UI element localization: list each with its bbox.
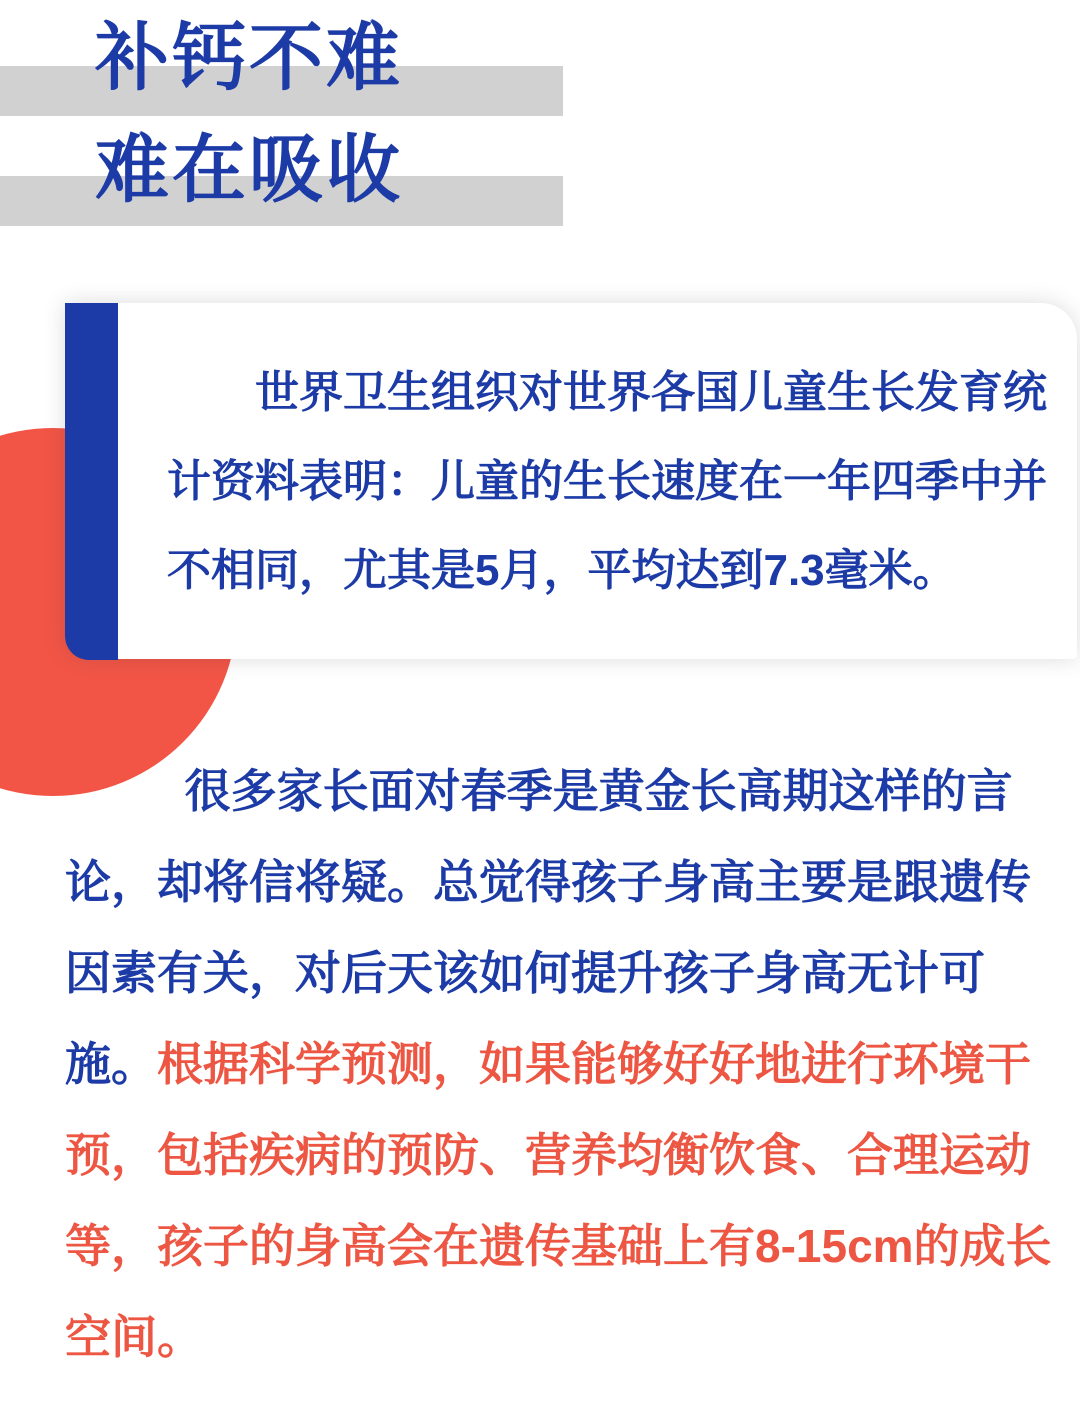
body-paragraph-line — [65, 1110, 1031, 1201]
body-paragraph-line — [65, 1201, 1052, 1292]
text-run: 论，却将信将疑。总觉得孩子身高主要是跟遗传 — [65, 856, 1031, 908]
body-paragraph-line — [65, 928, 1025, 1019]
text-run: 不相同，尤其是5月，平均达到7.3毫米。 — [167, 546, 957, 595]
text-run: 世界卫生组织对世界各国儿童生长发育统 — [255, 368, 1047, 417]
quote-card-text — [167, 348, 1047, 615]
quote-card-accent-bar — [65, 303, 118, 660]
body-paragraph-line — [65, 1019, 1031, 1110]
text-run: 因素有关，对后天该如何提升孩子身高无计可 — [65, 947, 985, 999]
body-paragraph — [65, 746, 1052, 1383]
body-paragraph-line — [65, 1292, 1025, 1383]
body-paragraph-line — [65, 837, 1031, 928]
text-run: 空间。 — [65, 1311, 203, 1363]
page-title-line-1: 补钙不难 — [95, 16, 403, 99]
text-run: 等，孩子的身高会在遗传基础上有8-15cm的成长 — [65, 1220, 1052, 1272]
text-run: 计资料表明：儿童的生长速度在一年四季中并 — [167, 457, 1047, 506]
quote-card-text-line — [167, 348, 1047, 437]
text-run: 根据科学预测，如果能够好好地进行环境干 — [157, 1038, 1031, 1090]
quote-card-text-line — [167, 437, 1047, 526]
page-title-line-2: 难在吸收 — [95, 128, 403, 211]
quote-card-text-line — [167, 526, 1033, 615]
text-run: 预，包括疾病的预防、营养均衡饮食、合理运动 — [65, 1129, 1031, 1181]
body-paragraph-line — [65, 746, 1025, 837]
text-run: 施。 — [65, 1038, 157, 1090]
text-run: 很多家长面对春季是黄金长高期这样的言 — [184, 765, 1013, 817]
